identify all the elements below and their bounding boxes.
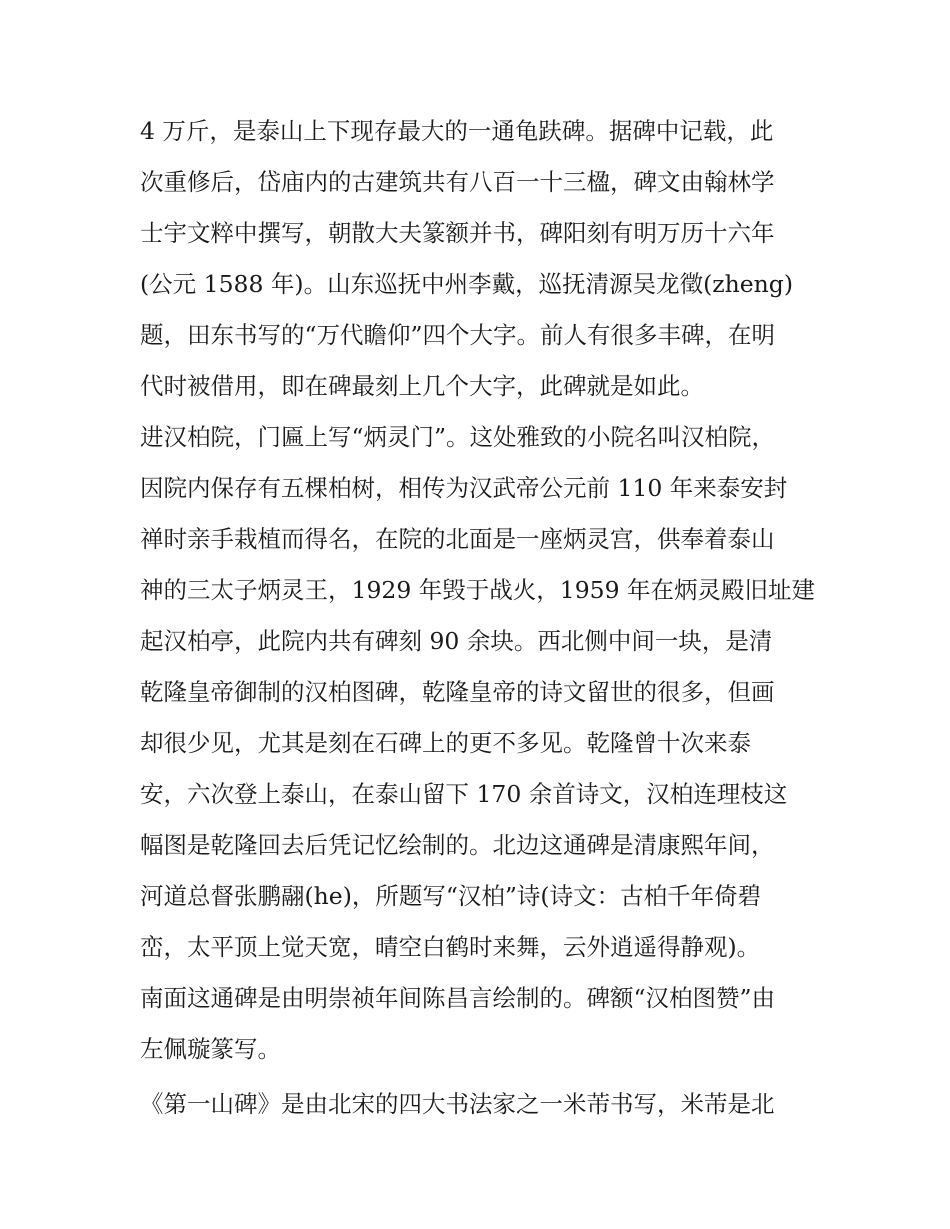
text-line: 题，田东书写的“万代瞻仰”四个大字。前人有很多丰碑，在明 xyxy=(140,321,776,349)
text-line: 士宇文粹中撰写，朝散大夫篆额并书，碑阳刻有明万历十六年 xyxy=(140,219,775,247)
text-line: 进汉柏院，门匾上写“炳灵门”。这处雅致的小院名叫汉柏院， xyxy=(140,423,776,451)
text-line: 因院内保存有五棵柏树，相传为汉武帝公元前 110 年来泰安封 xyxy=(140,474,788,502)
text-line: 代时被借用，即在碑最刻上几个大字，此碑就是如此。 xyxy=(140,372,704,400)
document-body xyxy=(140,106,816,1130)
text-line: 神的三太子炳灵王，1929 年毁于战火，1959 年在炳灵殿旧址建 xyxy=(140,576,816,604)
text-line: 南面这通碑是由明崇祯年间陈昌言绘制的。碑额“汉柏图赞”由 xyxy=(140,984,776,1012)
paragraph-2 xyxy=(140,412,816,1075)
text-line: 峦，太平顶上觉天宽，晴空白鹤时来舞，云外逍遥得静观)。 xyxy=(140,933,761,961)
text-line: (公元 1588 年)。山东巡抚中州李戴，巡抚清源吴龙徵(zheng) xyxy=(140,270,794,298)
paragraph-1 xyxy=(140,106,812,412)
text-line: 乾隆皇帝御制的汉柏图碑，乾隆皇帝的诗文留世的很多，但画 xyxy=(140,678,775,706)
text-line: 幅图是乾隆回去后凭记忆绘制的。北边这通碑是清康熙年间， xyxy=(140,831,775,859)
text-line: 却很少见，尤其是刻在石碑上的更不多见。乾隆曾十次来泰 xyxy=(140,729,751,757)
text-line: 次重修后，岱庙内的古建筑共有八百一十三楹，碑文由翰林学 xyxy=(140,168,775,196)
text-line: 左佩璇篆写。 xyxy=(140,1035,281,1063)
text-line: 禅时亲手栽植而得名，在院的北面是一座炳灵宫，供奉着泰山 xyxy=(140,525,775,553)
text-line: 4 万斤，是泰山上下现存最大的一通龟趺碑。据碑中记载，此 xyxy=(140,117,774,145)
text-line: 起汉柏亭，此院内共有碑刻 90 余块。西北侧中间一块，是清 xyxy=(140,627,773,655)
text-line: 《第一山碑》是由北宋的四大书法家之一米芾书写，米芾是北 xyxy=(140,1090,775,1118)
text-line: 安，六次登上泰山，在泰山留下 170 余首诗文，汉柏连理枝这 xyxy=(140,780,788,808)
paragraph-3 xyxy=(140,1079,812,1130)
text-line: 河道总督张鹏翮(he)，所题写“汉柏”诗(诗文：古柏千年倚碧 xyxy=(140,882,762,910)
